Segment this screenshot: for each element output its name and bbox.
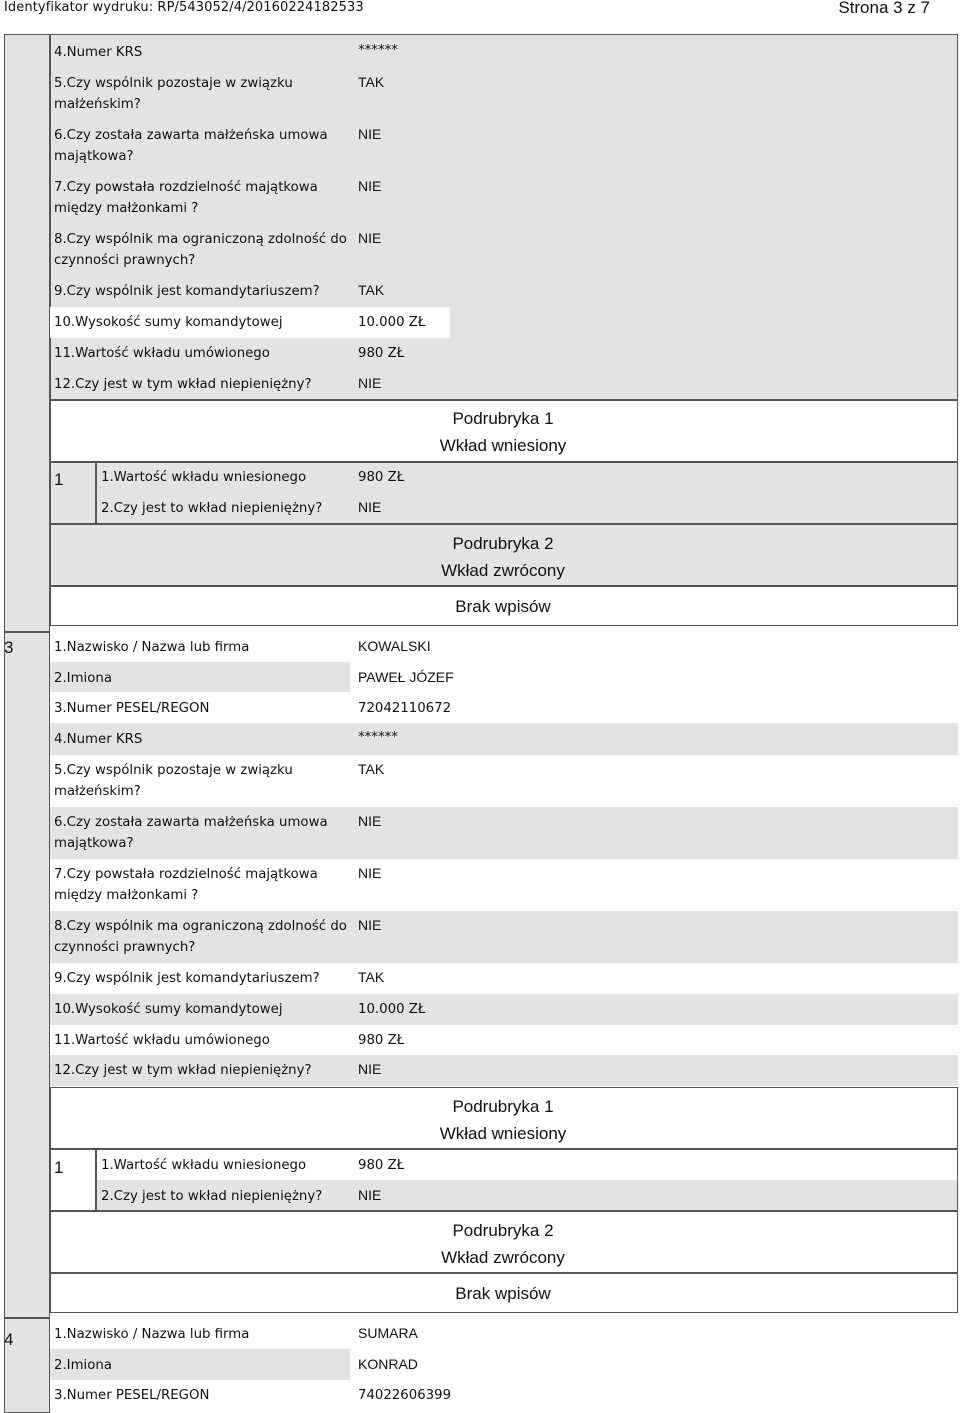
field-value: TAK <box>358 969 385 985</box>
subsection-subtitle: Wkład zwrócony <box>441 1248 565 1267</box>
field-value: 10.000 ZŁ <box>358 1002 426 1017</box>
subsection-subtitle: Wkład wniesiony <box>439 436 567 455</box>
subsection-title: Podrubryka 1 <box>452 1097 554 1116</box>
field-value: NIE <box>358 375 382 391</box>
field-label: 5.Czy wspólnik pozostaje w związku małżeńskim? <box>54 76 293 112</box>
entry-index-column-prev <box>4 34 50 632</box>
field-value: 980 ZŁ <box>358 346 405 361</box>
field-label: 11.Wartość wkładu umówionego <box>54 346 270 361</box>
field-label: 6.Czy została zawarta małżeńska umowa majątkowa? <box>54 815 328 851</box>
subsection-title: Podrubryka 2 <box>452 534 554 553</box>
subentry-index: 1 <box>54 1158 64 1177</box>
field-value: KONRAD <box>358 1356 418 1372</box>
entry-index-column-3 <box>4 632 50 1318</box>
field-value: NIE <box>358 813 382 829</box>
field-label: 3.Numer PESEL/REGON <box>54 1388 210 1403</box>
field-value: NIE <box>358 126 382 142</box>
field-value: NIE <box>358 1187 382 1203</box>
field-label: 2.Imiona <box>54 1358 112 1373</box>
page-number: Strona 3 z 7 <box>838 0 930 17</box>
subsection-subtitle: Wkład wniesiony <box>439 1124 567 1143</box>
field-label: 4.Numer KRS <box>54 732 143 747</box>
field-value: ****** <box>358 730 398 745</box>
print-header <box>0 0 960 18</box>
field-value: NIE <box>358 1061 382 1077</box>
field-label: 5.Czy wspólnik pozostaje w związku małżeńskim? <box>54 763 293 799</box>
field-value: TAK <box>358 74 385 90</box>
field-label: 2.Imiona <box>54 671 112 686</box>
field-value: 74022606399 <box>358 1388 452 1403</box>
field-label: 2.Czy jest to wkład niepieniężny? <box>101 1189 323 1204</box>
empty-entries-label: Brak wpisów <box>455 1284 551 1303</box>
field-value: ****** <box>358 43 398 58</box>
field-label: 7.Czy powstała rozdzielność majątkowa między małżonkami ? <box>54 180 318 216</box>
field-label: 4.Numer KRS <box>54 45 143 60</box>
field-value: 980 ZŁ <box>358 1158 405 1173</box>
field-value: TAK <box>358 761 385 777</box>
subsection-title: Podrubryka 1 <box>452 409 554 428</box>
field-value: 72042110672 <box>358 701 452 716</box>
field-label: 12.Czy jest w tym wkład niepieniężny? <box>54 1063 312 1078</box>
field-label: 8.Czy wspólnik ma ograniczoną zdolność do czynności prawnych? <box>54 919 347 955</box>
entry-index: 3 <box>4 638 14 657</box>
field-label: 12.Czy jest w tym wkład niepieniężny? <box>54 377 312 392</box>
field-value: NIE <box>358 499 382 515</box>
field-label: 9.Czy wspólnik jest komandytariuszem? <box>54 971 320 986</box>
field-label: 8.Czy wspólnik ma ograniczoną zdolność do czynności prawnych? <box>54 232 347 268</box>
field-value: NIE <box>358 917 382 933</box>
field-value: 10.000 ZŁ <box>358 315 426 330</box>
field-value: NIE <box>358 865 382 881</box>
subentry-index: 1 <box>54 470 64 489</box>
field-label: 9.Czy wspólnik jest komandytariuszem? <box>54 284 320 299</box>
field-label: 1.Nazwisko / Nazwa lub firma <box>54 1327 250 1342</box>
subsection-title: Podrubryka 2 <box>452 1221 554 1240</box>
field-label: 2.Czy jest to wkład niepieniężny? <box>101 501 323 516</box>
field-row-box <box>50 723 958 755</box>
field-label: 7.Czy powstała rozdzielność majątkowa między małżonkami ? <box>54 867 318 903</box>
field-label: 3.Numer PESEL/REGON <box>54 701 210 716</box>
field-label: 6.Czy została zawarta małżeńska umowa majątkowa? <box>54 128 328 164</box>
field-value: NIE <box>358 230 382 246</box>
field-value: 980 ZŁ <box>358 470 405 485</box>
field-label: 10.Wysokość sumy komandytowej <box>54 315 283 330</box>
field-value: SUMARA <box>358 1325 418 1341</box>
field-value: PAWEŁ JÓZEF <box>358 669 454 685</box>
field-label: 1.Wartość wkładu wniesionego <box>101 470 307 485</box>
field-label: 10.Wysokość sumy komandytowej <box>54 1002 283 1017</box>
field-label: 1.Wartość wkładu wniesionego <box>101 1158 307 1173</box>
field-value: 980 ZŁ <box>358 1033 405 1048</box>
field-value: KOWALSKI <box>358 638 431 654</box>
entry-index: 4 <box>4 1330 14 1349</box>
field-label: 1.Nazwisko / Nazwa lub firma <box>54 640 250 655</box>
field-value: TAK <box>358 282 385 298</box>
field-value: NIE <box>358 178 382 194</box>
field-label: 11.Wartość wkładu umówionego <box>54 1033 270 1048</box>
empty-entries-label: Brak wpisów <box>455 597 551 616</box>
subsection-subtitle: Wkład zwrócony <box>441 561 565 580</box>
print-id: Identyfikator wydruku: RP/543052/4/20160224182533 <box>4 0 364 15</box>
